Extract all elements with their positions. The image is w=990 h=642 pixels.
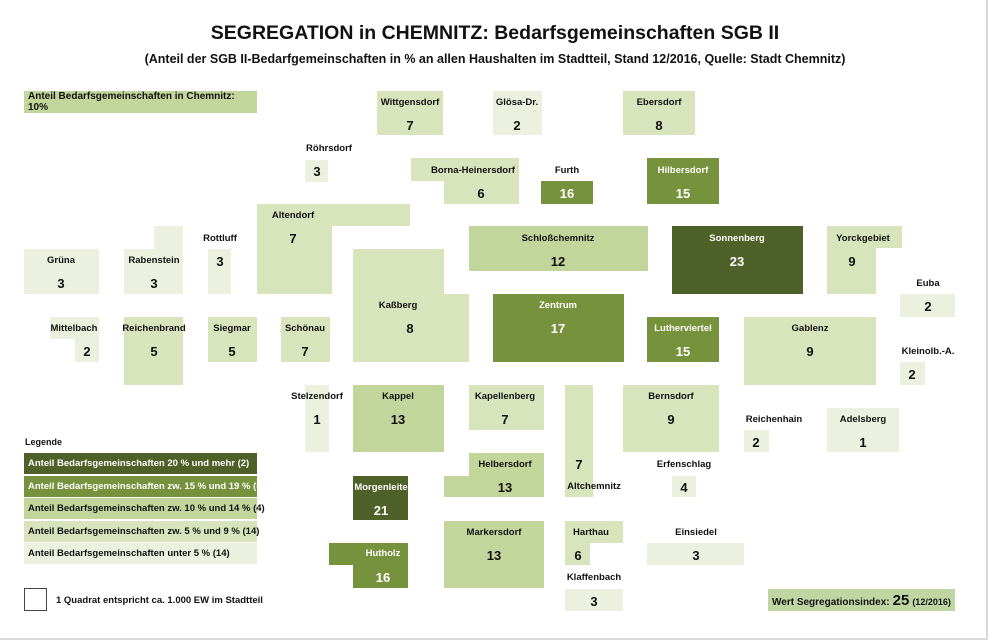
district-label: Röhrsdorf — [306, 143, 352, 154]
legend-item-label: Anteil Bedarfsgemeinschaften zw. 10 % und 14 % (4) — [28, 503, 265, 514]
legend-item — [24, 453, 257, 474]
legend-item — [24, 498, 265, 519]
district-label: Rottluff — [203, 233, 237, 244]
district-value: 21 — [373, 503, 389, 518]
district-value: 1 — [313, 412, 321, 427]
district-value: 13 — [390, 412, 406, 427]
district-label: Yorckgebiet — [836, 233, 890, 244]
district-shape — [353, 249, 444, 294]
district-value: 7 — [575, 457, 583, 472]
chart-subtitle: (Anteil der SGB II-Bedarfgemeinschaften in % an allen Haushalten im Stadtteil, Stand 12/2016, Quelle: Stadt Chemnitz) — [144, 52, 846, 66]
district-value: 13 — [497, 480, 513, 495]
district-value: 8 — [655, 118, 663, 133]
district-label: Schloßchemnitz — [521, 233, 595, 244]
legend-item-label: Anteil Bedarfsgemeinschaften 20 % und mehr (2) — [28, 458, 250, 469]
district-value: 7 — [289, 231, 297, 246]
district-label: Borna-Heinersdorf — [431, 165, 515, 176]
segregation-index-value: 25 — [892, 592, 910, 609]
district-value: 7 — [501, 412, 509, 427]
legend-heading: Legende — [25, 437, 63, 447]
district-label: Lutherviertel — [654, 323, 712, 334]
unit-square-label: 1 Quadrat entspricht ca. 1.000 EW im Stadtteil — [56, 595, 263, 606]
unit-square — [24, 588, 47, 611]
legend-item — [24, 543, 257, 564]
district-value: 5 — [150, 344, 158, 359]
district-label: Reichenhain — [745, 414, 803, 425]
district-label: Kleinolb.-A. — [901, 346, 955, 357]
district-value: 3 — [313, 164, 321, 179]
legend-item — [24, 476, 265, 497]
city-share-label: Anteil Bedarfsgemeinschaften in Chemnitz: 10% — [28, 91, 235, 113]
district-value: 2 — [924, 299, 932, 314]
segregation-index-box — [768, 589, 955, 611]
district-label: Kapellenberg — [474, 391, 536, 402]
district-label: Ebersdorf — [636, 97, 682, 108]
district-label: Markersdorf — [466, 527, 522, 538]
legend-item-label: Anteil Bedarfsgemeinschaften unter 5 % (14) — [28, 548, 230, 559]
district-label: Zentrum — [539, 300, 577, 311]
district-value: 2 — [908, 367, 916, 382]
district-value: 16 — [559, 186, 575, 201]
district-value: 3 — [692, 548, 700, 563]
district-label: Altchemnitz — [567, 481, 621, 492]
district-label: Hutholz — [365, 548, 401, 559]
district-label: Altendorf — [271, 210, 315, 221]
district-label: Sonnenberg — [709, 233, 765, 244]
district-value: 5 — [228, 344, 236, 359]
legend-item-label: Anteil Bedarfsgemeinschaften zw. 15 % und 19 % (5) — [28, 480, 265, 492]
district-shape — [154, 226, 183, 249]
chart-title: SEGREGATION in CHEMNITZ: Bedarfsgemeinschaften SGB II — [210, 22, 780, 44]
district-label: Hilbersdorf — [657, 165, 709, 176]
segregation-index-label: Wert Segregationsindex: — [772, 597, 890, 608]
district-value: 16 — [375, 570, 391, 585]
district-label: Adelsberg — [839, 414, 887, 425]
legend-item-label: Anteil Bedarfsgemeinschaften zw. 5 % und 9 % (14) — [28, 525, 260, 537]
district-value: 4 — [680, 480, 688, 495]
district-value: 17 — [550, 321, 566, 336]
district-label: Bernsdorf — [648, 391, 694, 402]
district-value: 1 — [859, 435, 867, 450]
district-label: Reichenbrand — [122, 323, 186, 334]
district-value: 9 — [667, 412, 675, 427]
district-value: 6 — [574, 548, 582, 563]
district-value: 3 — [150, 276, 158, 291]
district-value: 7 — [406, 118, 414, 133]
district-label: Klaffenbach — [566, 572, 622, 583]
district-label: Glösa-Dr. — [495, 97, 539, 108]
district-label: Erfenschlag — [656, 459, 712, 470]
district-value: 3 — [590, 594, 598, 609]
district-value: 6 — [477, 186, 485, 201]
district-label: Wittgensdorf — [380, 97, 440, 108]
district-value: 2 — [513, 118, 521, 133]
district-value: 9 — [848, 254, 856, 269]
district-shape — [444, 476, 544, 497]
district-label: Rabenstein — [128, 255, 180, 266]
district-label: Schönau — [284, 323, 326, 334]
district-label: Euba — [916, 278, 940, 289]
district-label: Mittelbach — [50, 323, 98, 334]
legend-item — [24, 521, 260, 542]
district-label: Gablenz — [791, 323, 829, 334]
district-label: Kappel — [382, 391, 414, 402]
district-label: Siegmar — [213, 323, 251, 334]
district-label: Einsiedel — [675, 527, 717, 538]
district-value: 15 — [675, 344, 691, 359]
district-label: Harthau — [573, 527, 609, 538]
district-label: Furth — [554, 165, 580, 176]
district-label: Kaßberg — [378, 300, 418, 311]
district-label: Morgenleite — [354, 482, 408, 493]
segregation-index-date: (12/2016) — [912, 597, 951, 607]
district-value: 13 — [486, 548, 502, 563]
district-value: 3 — [216, 254, 224, 269]
district-label: Grüna — [47, 255, 75, 266]
district-value: 2 — [752, 435, 760, 450]
district-value: 23 — [729, 254, 745, 269]
district-value: 3 — [57, 276, 65, 291]
district-value: 8 — [406, 321, 414, 336]
district-label: Stelzendorf — [291, 391, 343, 402]
city-share-box — [24, 91, 257, 113]
district-value: 15 — [675, 186, 691, 201]
district-value: 9 — [806, 344, 814, 359]
district-value: 2 — [83, 344, 91, 359]
district-value: 12 — [550, 254, 566, 269]
district-value: 7 — [301, 344, 309, 359]
district-label: Helbersdorf — [478, 459, 532, 470]
